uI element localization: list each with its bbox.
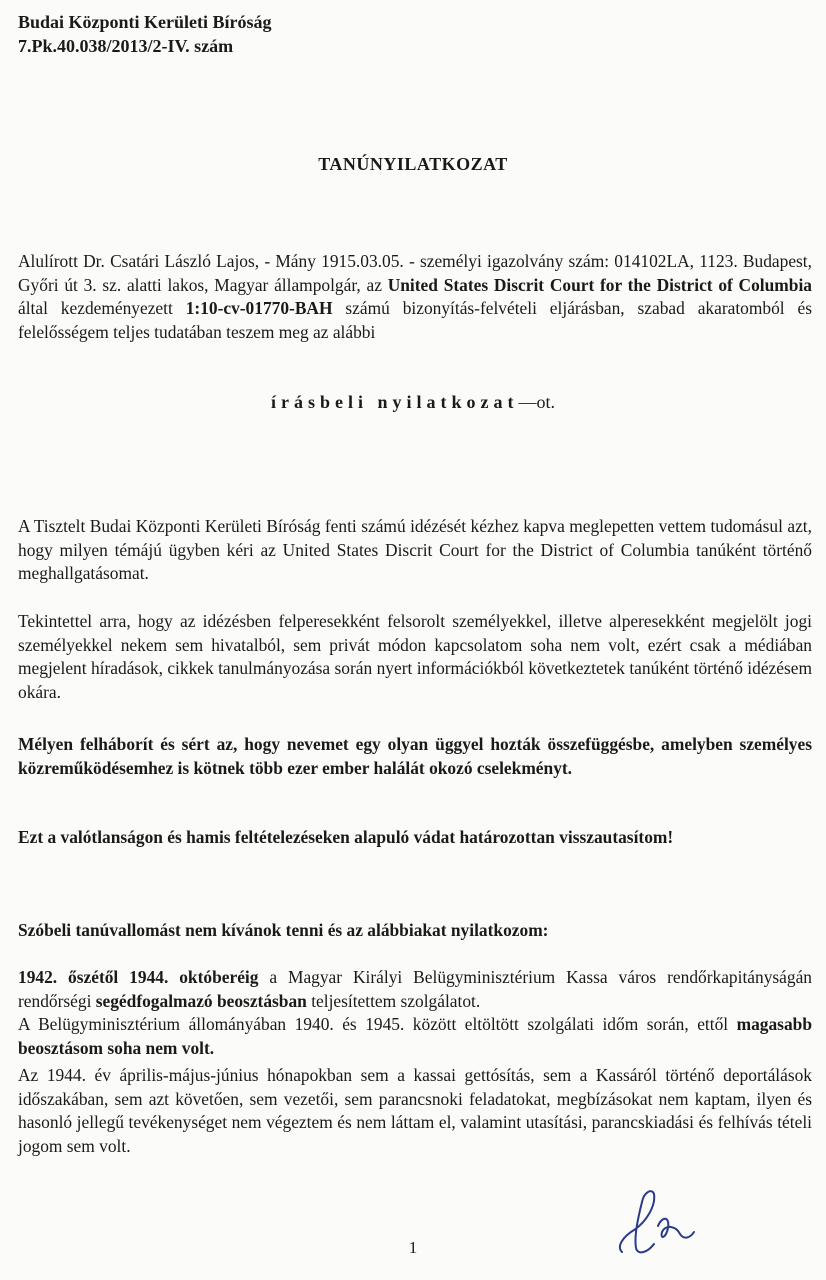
intro-text-3: számú bizonyítás-felvételi eljárásban, szabad akaratomból és felelősségem teljes tudatában teszem meg az alábbi	[18, 298, 812, 342]
paragraph-summons: A Tisztelt Budai Központi Kerületi Bíróság fenti számú idézését kézhez kapva meglepetten vettem tudomásul azt, hogy milyen témájú ügyben kéri az United States Discrit Court for the District of Columbia tanúként történő meghallgatásomat.	[18, 516, 812, 584]
service-text-3: A Belügyminisztérium állományában 1940. és 1945. között eltöltött szolgálati időm során, ettől	[18, 1014, 737, 1035]
paragraph-rejection: Ezt a valótlanságon és hamis feltételezéseken alapuló vádat határozottan visszautasítom!	[18, 827, 674, 847]
service-text-2: teljesítettem szolgálatot.	[306, 990, 481, 1011]
paragraph-1944-events: Az 1944. év április-május-június hónapokban sem a kassai gettósítás, sem a Kassáról történő deportálások időszakában, sem azt követően, sem vezetői, sem parancsnoki feladatokat, megbízásokat nem kaptam, ilyen és hasonló jellegű tevékenységet nem végeztem és nem láttam el, valamint utasítási, parancskiadási és felhívás tételi jogom sem volt.	[18, 1065, 812, 1156]
paragraph-no-contact: Tekintettel arra, hogy az idézésben felperesekként felsorolt személyekkel, illetve alperesekként megjelölt jogi személyekkel nekem sem hivatalból, sem privát módon kapcsolatom soha nem volt, ezért csak a médiában megjelent híradások, cikkek tanulmányozása során nyert információkból következtetek tanúként történő idézésem okára.	[18, 611, 812, 702]
case-number: 7.Pk.40.038/2013/2-IV. szám	[18, 36, 234, 56]
intro-text-2: által kezdeményezett	[18, 298, 186, 319]
service-highest-position: magasabb beosztásom soha nem volt.	[18, 1014, 812, 1058]
document-title: TANÚNYILATKOZAT	[318, 154, 508, 174]
declaration-suffix: —ot.	[518, 392, 555, 412]
paragraph-outrage: Mélyen felháborít és sért az, hogy nevemet egy olyan üggyel hozták összefüggésbe, amelyben személyes közreműködésemhez is kötnek több ezer ember halálát okozó cselekményt.	[18, 734, 812, 778]
service-period: 1942. őszétől 1944. októberéig	[18, 967, 259, 987]
intro-case-id: 1:10-cv-01770-BAH	[185, 298, 333, 319]
court-name: Budai Központi Kerületi Bíróság	[18, 12, 272, 32]
declaration-heading	[0, 392, 826, 413]
intro-text-1: Alulírott Dr. Csatári László Lajos, - Mány 1915.03.05. - személyi igazolvány szám: 014102LA, 1123. Budapest, Győri út 3. sz. alatti lakos, Magyar állampolgár, az	[18, 251, 812, 295]
page-number: 1	[408, 1238, 418, 1257]
service-position: segédfogalmazó beosztásban	[95, 990, 307, 1011]
paragraph-service	[18, 966, 812, 1060]
intro-paragraph	[18, 250, 812, 344]
service-text-1: a Magyar Királyi Belügyminisztérium Kassa város rendőrkapitányságán rendőrségi	[18, 967, 812, 1011]
document-header	[18, 10, 272, 58]
paragraph-oral-testimony: Szóbeli tanúvallomást nem kívánok tenni és az alábbiakat nyilatkozom:	[18, 920, 549, 940]
declaration-spaced-text: írásbeli nyilatkozat	[270, 392, 519, 412]
intro-court-name: United States Discrit Court for the District of Columbia	[387, 274, 812, 295]
